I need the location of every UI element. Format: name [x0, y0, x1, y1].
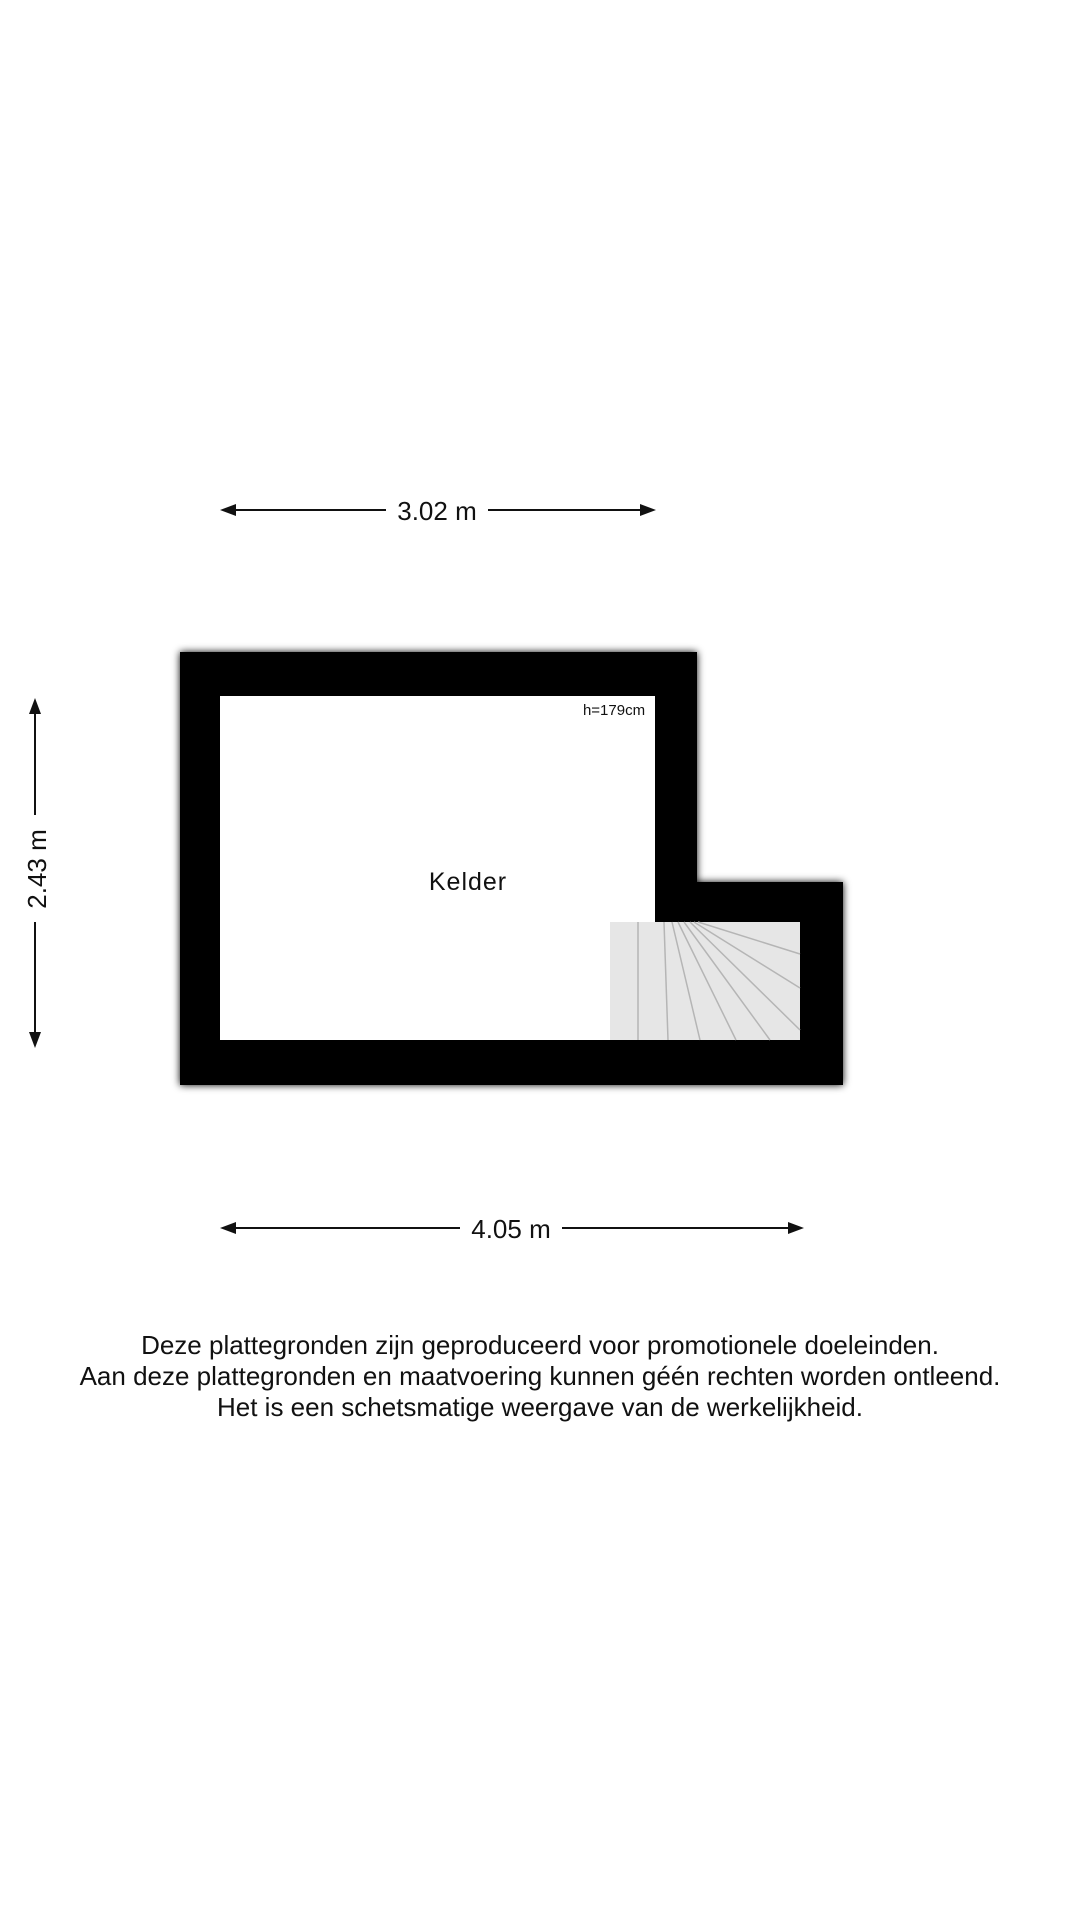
- disclaimer-line-1: Deze plattegronden zijn geproduceerd voor promotionele doeleinden.: [141, 1330, 939, 1360]
- dimension-left: [22, 698, 52, 1048]
- dimension-top: [220, 496, 656, 526]
- room-name-label: Kelder: [428, 868, 508, 896]
- dimension-left-arrow-top: [29, 698, 41, 714]
- disclaimer-line-2: Aan deze plattegronden en maatvoering kunnen géén rechten worden ontleend.: [79, 1361, 1001, 1391]
- dimension-top-label: 3.02 m: [397, 496, 477, 526]
- dimension-left-arrow-bottom: [29, 1032, 41, 1048]
- dimension-bottom: [220, 1214, 804, 1244]
- dimension-bottom-arrow-left: [220, 1222, 236, 1234]
- dimension-top-arrow-left: [220, 504, 236, 516]
- disclaimer-line-3: Het is een schetsmatige weergave van de werkelijkheid.: [216, 1392, 863, 1422]
- dimension-top-arrow-right: [640, 504, 656, 516]
- dimension-bottom-label: 4.05 m: [471, 1214, 551, 1244]
- dimension-left-label: 2.43 m: [22, 829, 52, 909]
- staircase: [610, 922, 800, 1040]
- room-height-label: h=179cm: [582, 702, 646, 719]
- dimension-bottom-arrow-right: [788, 1222, 804, 1234]
- disclaimer: [0, 1330, 1080, 1423]
